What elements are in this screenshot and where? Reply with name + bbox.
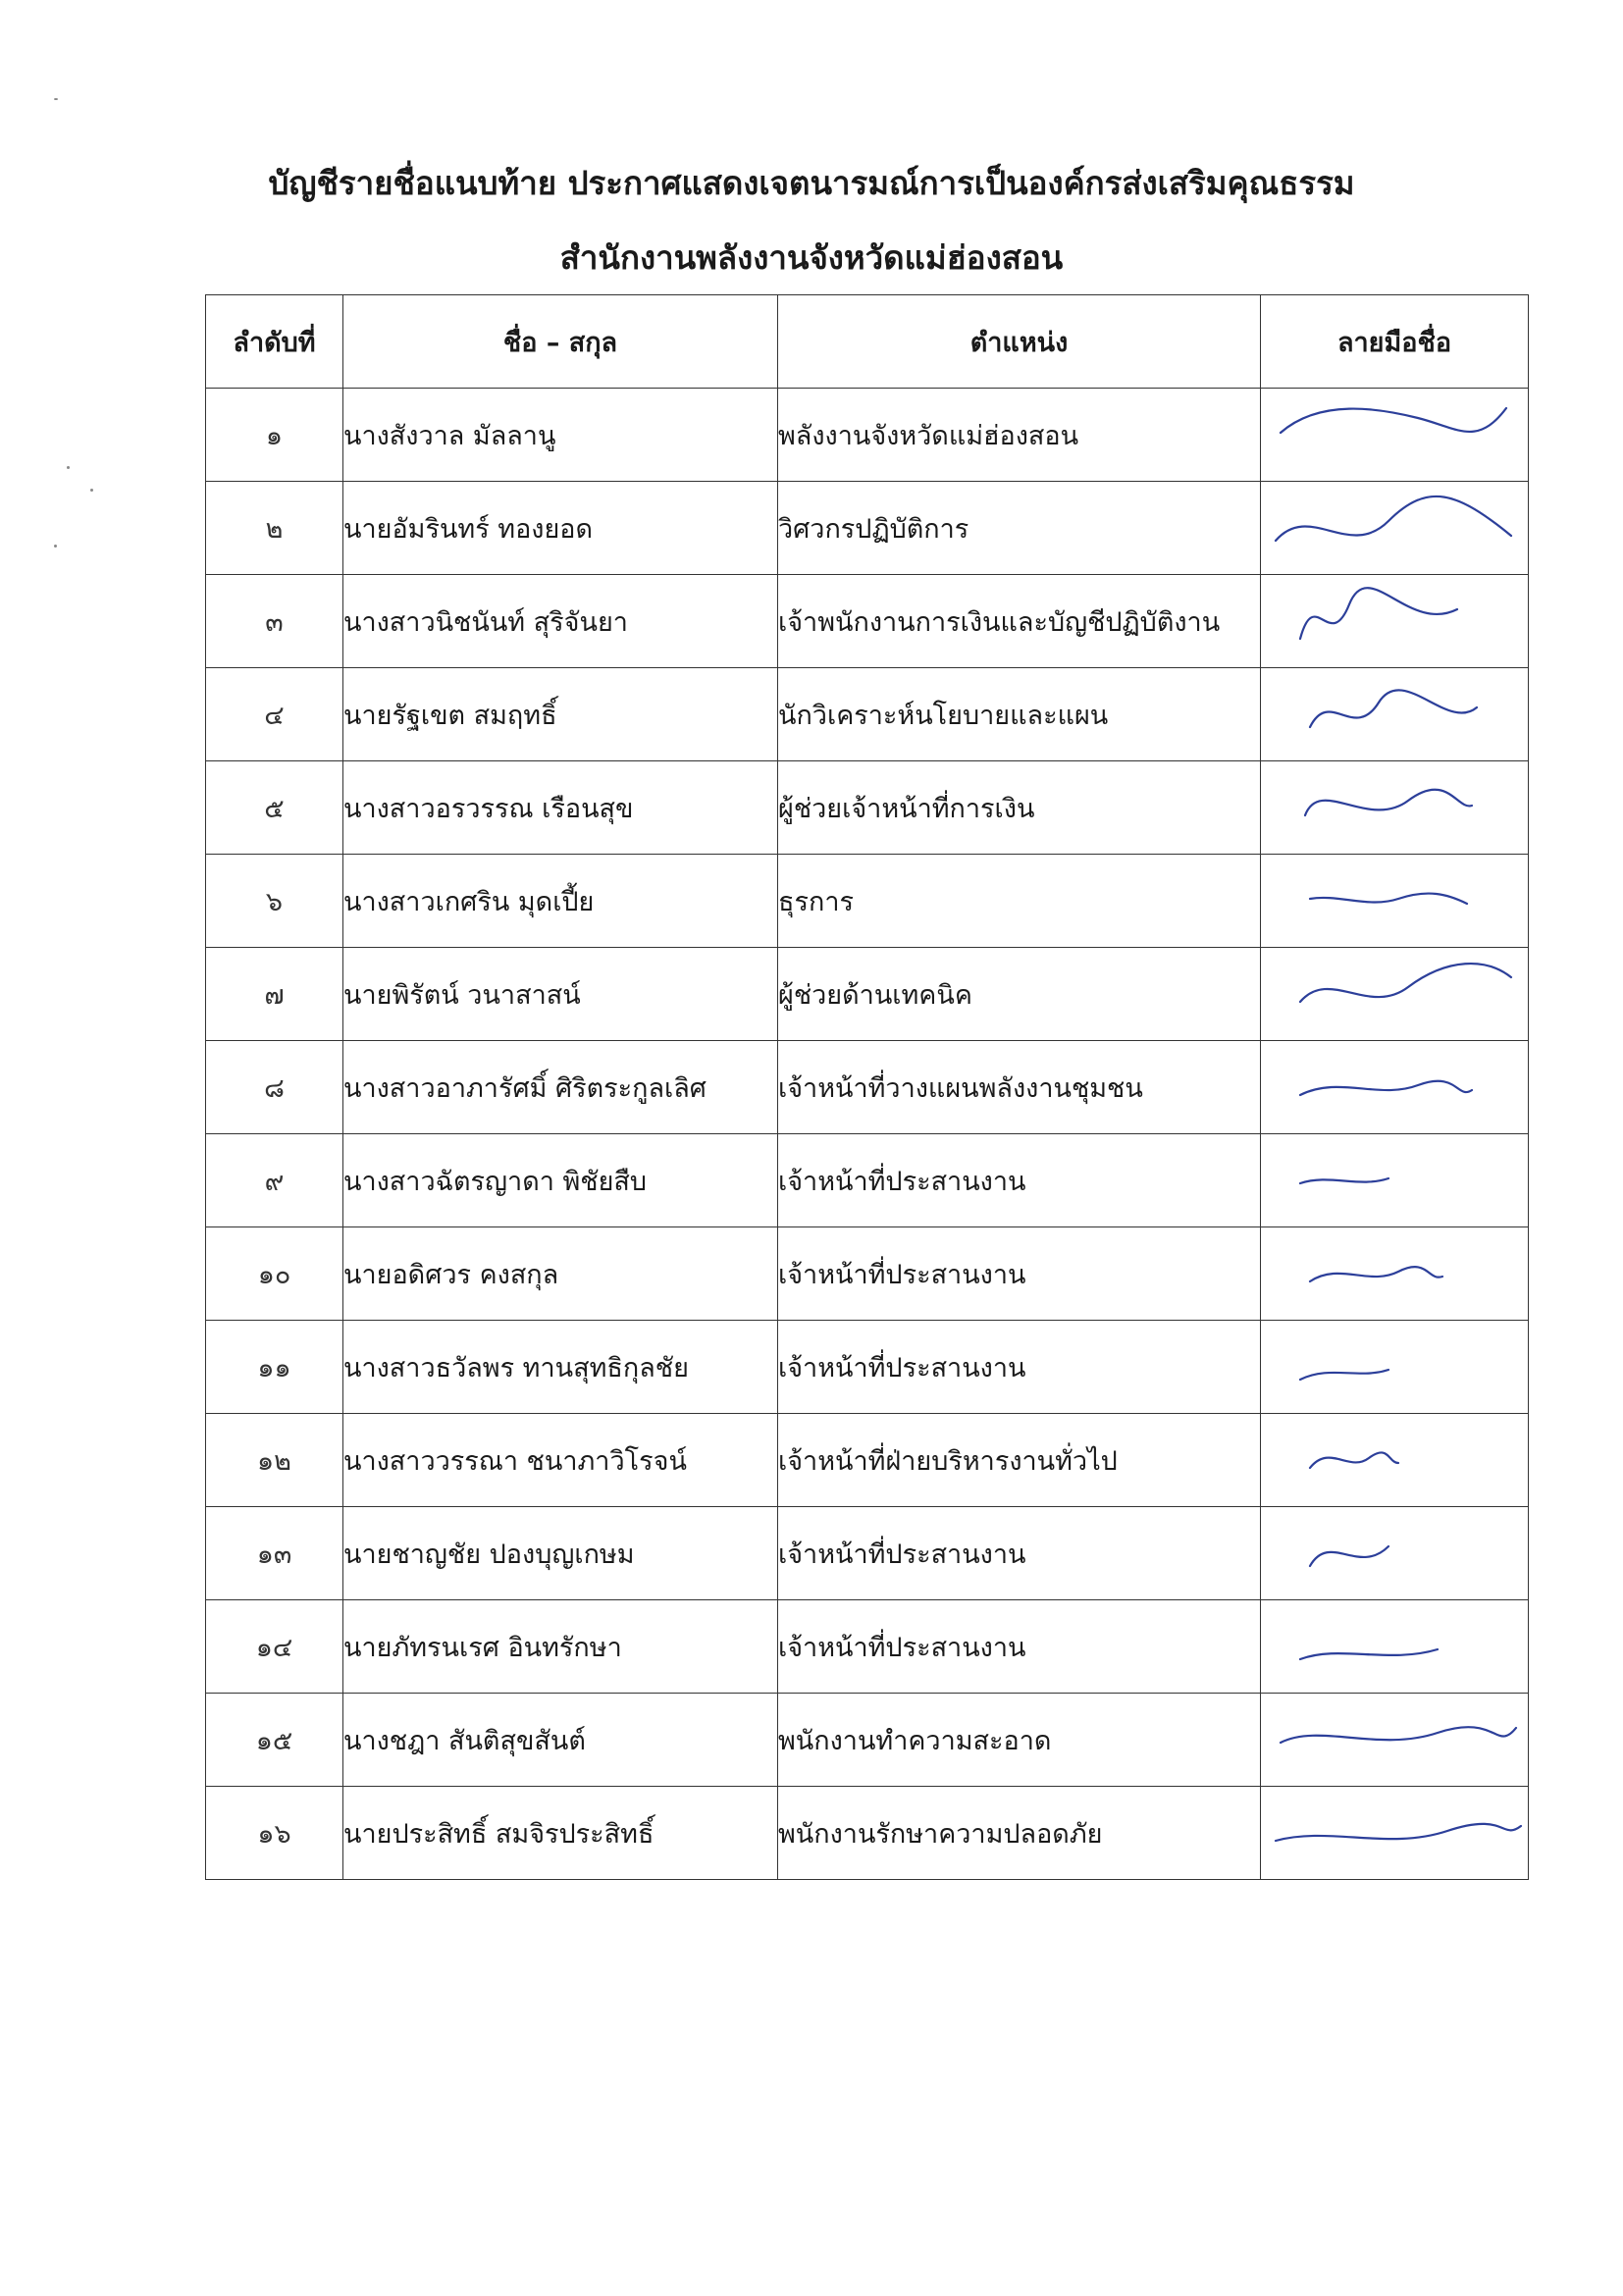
signature-stroke [1300, 588, 1457, 639]
row-signature [1261, 668, 1529, 761]
scan-speck [67, 466, 70, 469]
signature-stroke [1305, 790, 1472, 815]
row-full-name: นายอดิศวร คงสกุล [343, 1227, 778, 1321]
scan-speck [54, 545, 57, 548]
row-position: เจ้าหน้าที่ประสานงาน [778, 1321, 1261, 1414]
handwritten-signature [1261, 1041, 1529, 1133]
header-position: ตำแหน่ง [778, 295, 1261, 389]
row-full-name: นางสาวอรวรรณ เรือนสุข [343, 761, 778, 855]
row-number: ๑๓ [206, 1507, 343, 1600]
row-position: ธุรการ [778, 855, 1261, 948]
row-position: ผู้ช่วยด้านเทคนิค [778, 948, 1261, 1041]
table-row [206, 1600, 1529, 1694]
row-position: เจ้าหน้าที่ประสานงาน [778, 1134, 1261, 1227]
handwritten-signature [1261, 948, 1529, 1040]
row-position: เจ้าหน้าที่ฝ่ายบริหารงานทั่วไป [778, 1414, 1261, 1507]
row-full-name: นางสาววรรณา ชนาภาวิโรจน์ [343, 1414, 778, 1507]
table-row [206, 1507, 1529, 1600]
row-signature [1261, 1787, 1529, 1880]
handwritten-signature [1261, 389, 1529, 481]
row-full-name: นางสาวอาภารัศมิ์ ศิริตระกูลเลิศ [343, 1041, 778, 1134]
table-header-row [206, 295, 1529, 389]
row-full-name: นายรัฐเขต สมฤทธิ์ [343, 668, 778, 761]
row-number: ๑๑ [206, 1321, 343, 1414]
row-full-name: นางสาวเกศริน มุดเปี้ย [343, 855, 778, 948]
signature-stroke [1281, 408, 1506, 433]
table-row [206, 389, 1529, 482]
header-name: ชื่อ – สกุล [343, 295, 778, 389]
handwritten-signature [1261, 575, 1529, 667]
handwritten-signature [1261, 1134, 1529, 1226]
row-signature [1261, 1041, 1529, 1134]
handwritten-signature [1261, 1600, 1529, 1693]
row-signature [1261, 1414, 1529, 1507]
row-signature [1261, 855, 1529, 948]
row-full-name: นายชาญชัย ปองบุญเกษม [343, 1507, 778, 1600]
handwritten-signature [1261, 1321, 1529, 1413]
handwritten-signature [1261, 1227, 1529, 1320]
signature-stroke [1300, 1370, 1388, 1380]
signature-stroke [1300, 1081, 1472, 1095]
handwritten-signature [1261, 761, 1529, 854]
signature-stroke [1300, 1178, 1388, 1183]
scan-speck [54, 98, 58, 100]
row-number: ๑๒ [206, 1414, 343, 1507]
row-position: นักวิเคราะห์นโยบายและแผน [778, 668, 1261, 761]
table-row [206, 668, 1529, 761]
row-number: ๔ [206, 668, 343, 761]
row-signature [1261, 1227, 1529, 1321]
handwritten-signature [1261, 668, 1529, 760]
row-number: ๑๖ [206, 1787, 343, 1880]
handwritten-signature [1261, 482, 1529, 574]
table-row [206, 1321, 1529, 1414]
row-full-name: นายประสิทธิ์ สมจิรประสิทธิ์ [343, 1787, 778, 1880]
signature-stroke [1310, 894, 1467, 904]
scan-speck [90, 489, 93, 492]
table-row [206, 1134, 1529, 1227]
row-position: เจ้าหน้าที่ประสานงาน [778, 1227, 1261, 1321]
table-row [206, 1041, 1529, 1134]
row-position: เจ้าพนักงานการเงินและบัญชีปฏิบัติงาน [778, 575, 1261, 668]
row-signature [1261, 389, 1529, 482]
signature-stroke [1281, 1727, 1516, 1743]
header-signature: ลายมือชื่อ [1261, 295, 1529, 389]
table-row [206, 761, 1529, 855]
row-number: ๕ [206, 761, 343, 855]
row-signature [1261, 1694, 1529, 1787]
signature-stroke [1300, 1649, 1438, 1659]
signature-stroke [1310, 1267, 1442, 1281]
row-number: ๑๔ [206, 1600, 343, 1694]
handwritten-signature [1261, 1694, 1529, 1786]
row-position: พนักงานรักษาความปลอดภัย [778, 1787, 1261, 1880]
handwritten-signature [1261, 1787, 1529, 1879]
table-body [206, 389, 1529, 1880]
table-row [206, 1787, 1529, 1880]
signature-table [205, 294, 1529, 1880]
row-signature [1261, 1600, 1529, 1694]
row-signature [1261, 1134, 1529, 1227]
row-position: เจ้าหน้าที่ประสานงาน [778, 1600, 1261, 1694]
signature-stroke [1300, 964, 1511, 1002]
row-signature [1261, 761, 1529, 855]
table-row [206, 855, 1529, 948]
row-full-name: นางสาวนิชนันท์ สุริจันยา [343, 575, 778, 668]
signature-stroke [1310, 690, 1477, 727]
row-full-name: นายอัมรินทร์ ทองยอด [343, 482, 778, 575]
signature-stroke [1276, 496, 1511, 541]
row-number: ๖ [206, 855, 343, 948]
row-number: ๙ [206, 1134, 343, 1227]
row-position: เจ้าหน้าที่วางแผนพลังงานชุมชน [778, 1041, 1261, 1134]
table-row [206, 482, 1529, 575]
row-number: ๗ [206, 948, 343, 1041]
row-full-name: นางสาวฉัตรญาดา พิชัยสืบ [343, 1134, 778, 1227]
signature-stroke [1276, 1824, 1521, 1841]
row-full-name: นางชฎา สันติสุขสันต์ [343, 1694, 778, 1787]
row-position: พนักงานทำความสะอาด [778, 1694, 1261, 1787]
row-full-name: นายภัทรนเรศ อินทรักษา [343, 1600, 778, 1694]
header-no: ลำดับที่ [206, 295, 343, 389]
table-row [206, 948, 1529, 1041]
table-row [206, 1414, 1529, 1507]
row-full-name: นายพิรัตน์ วนาสาสน์ [343, 948, 778, 1041]
row-position: พลังงานจังหวัดแม่ฮ่องสอน [778, 389, 1261, 482]
row-signature [1261, 575, 1529, 668]
handwritten-signature [1261, 855, 1529, 947]
row-number: ๑ [206, 389, 343, 482]
row-position: ผู้ช่วยเจ้าหน้าที่การเงิน [778, 761, 1261, 855]
row-full-name: นางสังวาล มัลลานู [343, 389, 778, 482]
table-row [206, 1227, 1529, 1321]
row-position: วิศวกรปฏิบัติการ [778, 482, 1261, 575]
row-signature [1261, 948, 1529, 1041]
row-number: ๓ [206, 575, 343, 668]
table-row [206, 575, 1529, 668]
row-number: ๑๐ [206, 1227, 343, 1321]
document-title: บัญชีรายชื่อแนบท้าย ประกาศแสดงเจตนารมณ์การเป็นองค์กรส่งเสริมคุณธรรม [268, 164, 1355, 202]
row-number: ๘ [206, 1041, 343, 1134]
row-signature [1261, 482, 1529, 575]
row-signature [1261, 1507, 1529, 1600]
row-full-name: นางสาวธวัลพร ทานสุทธิกุลชัย [343, 1321, 778, 1414]
row-signature [1261, 1321, 1529, 1414]
handwritten-signature [1261, 1414, 1529, 1506]
signature-stroke [1310, 1452, 1398, 1468]
signature-stroke [1310, 1546, 1388, 1566]
row-position: เจ้าหน้าที่ประสานงาน [778, 1507, 1261, 1600]
row-number: ๒ [206, 482, 343, 575]
row-number: ๑๕ [206, 1694, 343, 1787]
document-subtitle: สำนักงานพลังงานจังหวัดแม่ฮ่องสอน [559, 238, 1064, 277]
handwritten-signature [1261, 1507, 1529, 1599]
table-row [206, 1694, 1529, 1787]
